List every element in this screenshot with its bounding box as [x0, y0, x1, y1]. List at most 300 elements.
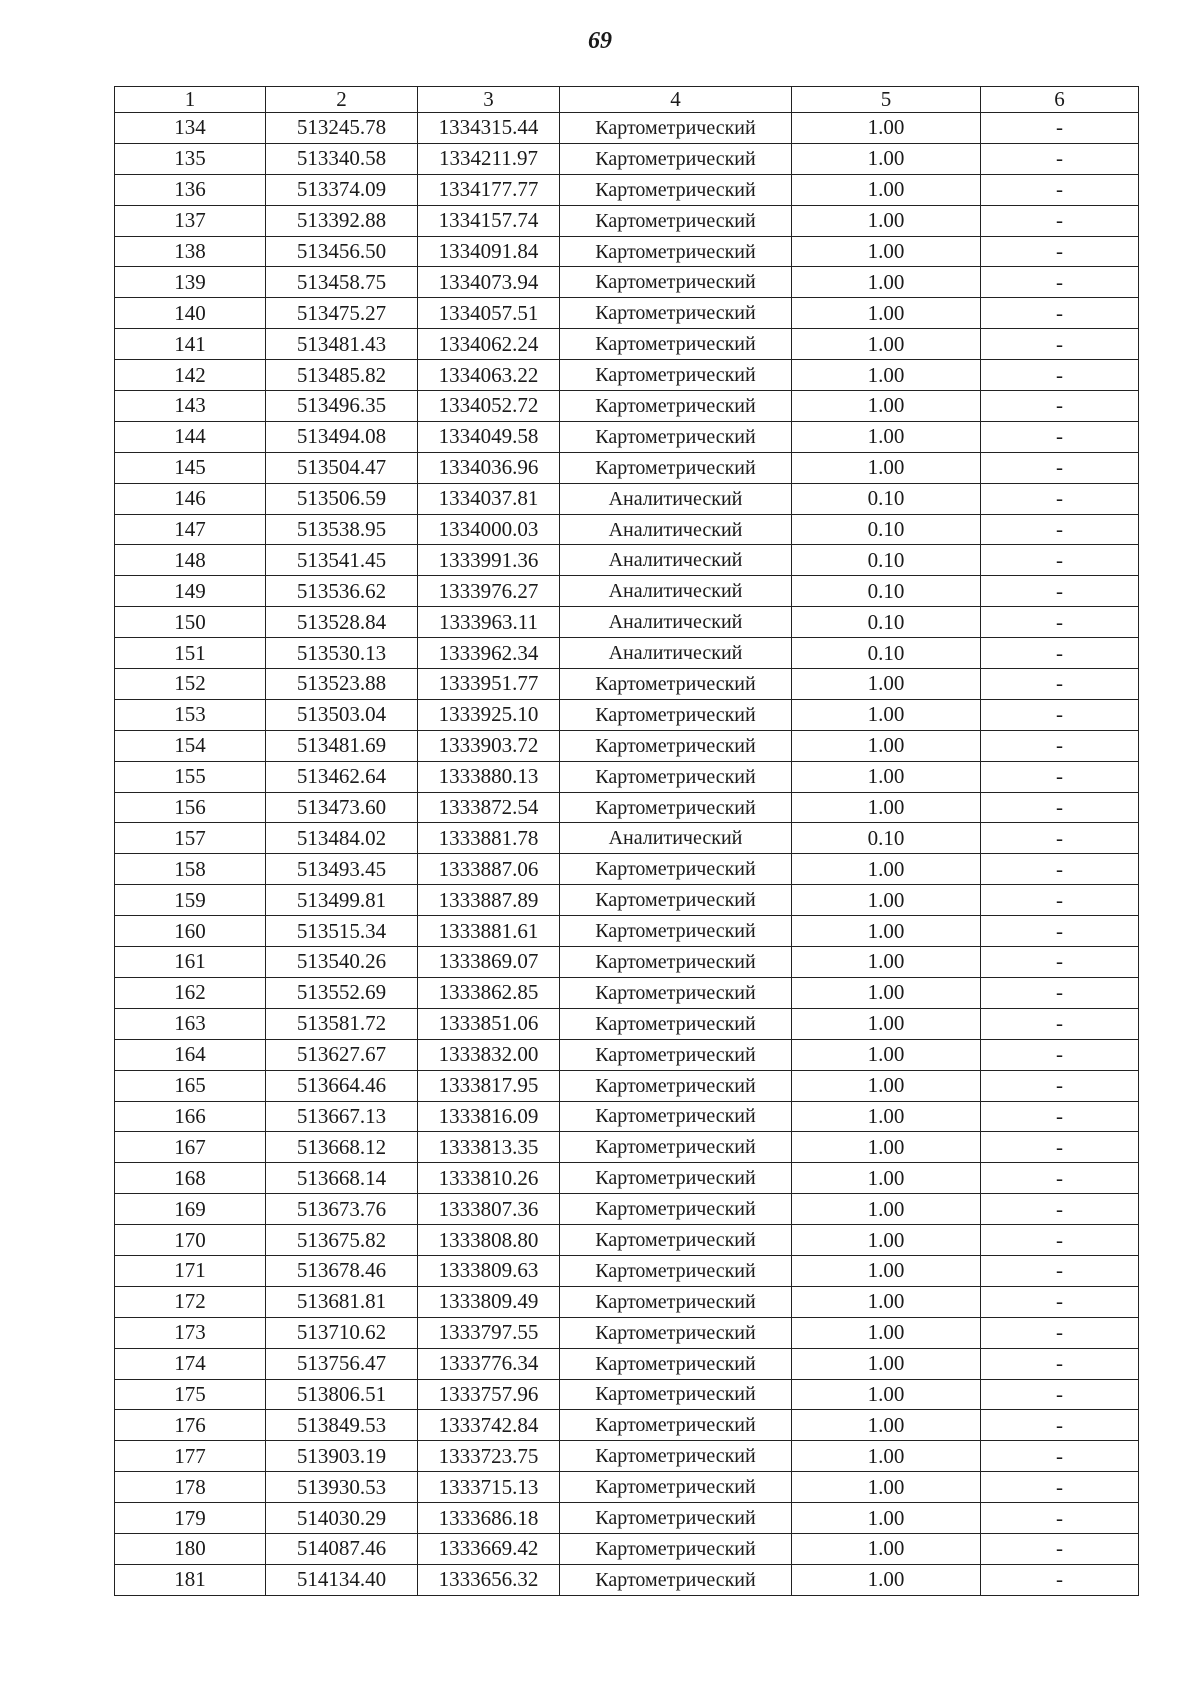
point-number-cell: 164	[115, 1039, 266, 1070]
x-coordinate-cell: 513392.88	[266, 205, 418, 236]
description-cell: -	[981, 205, 1139, 236]
description-cell: -	[981, 1101, 1139, 1132]
description-cell: -	[981, 699, 1139, 730]
accuracy-cell: 1.00	[792, 1255, 981, 1286]
method-cell: Картометрический	[560, 761, 792, 792]
x-coordinate-cell: 513536.62	[266, 576, 418, 607]
point-number-cell: 151	[115, 638, 266, 669]
accuracy-cell: 0.10	[792, 823, 981, 854]
description-cell: -	[981, 113, 1139, 144]
y-coordinate-cell: 1333851.06	[418, 1008, 560, 1039]
x-coordinate-cell: 513473.60	[266, 792, 418, 823]
accuracy-cell: 1.00	[792, 1503, 981, 1534]
description-cell: -	[981, 916, 1139, 947]
x-coordinate-cell: 513673.76	[266, 1194, 418, 1225]
table-row	[115, 1286, 1139, 1317]
y-coordinate-cell: 1333962.34	[418, 638, 560, 669]
accuracy-cell: 1.00	[792, 236, 981, 267]
accuracy-cell: 1.00	[792, 1101, 981, 1132]
table-row	[115, 607, 1139, 638]
method-cell: Картометрический	[560, 916, 792, 947]
column-header-5: 5	[792, 87, 981, 113]
method-cell: Картометрический	[560, 1132, 792, 1163]
y-coordinate-cell: 1333686.18	[418, 1503, 560, 1534]
description-cell: -	[981, 545, 1139, 576]
x-coordinate-cell: 513506.59	[266, 483, 418, 514]
column-header-6: 6	[981, 87, 1139, 113]
method-cell: Картометрический	[560, 236, 792, 267]
x-coordinate-cell: 514134.40	[266, 1564, 418, 1595]
x-coordinate-cell: 513462.64	[266, 761, 418, 792]
x-coordinate-cell: 513494.08	[266, 421, 418, 452]
y-coordinate-cell: 1333808.80	[418, 1225, 560, 1256]
point-number-cell: 141	[115, 329, 266, 360]
table-row	[115, 823, 1139, 854]
description-cell: -	[981, 854, 1139, 885]
method-cell: Картометрический	[560, 1070, 792, 1101]
method-cell: Картометрический	[560, 1008, 792, 1039]
description-cell: -	[981, 483, 1139, 514]
point-number-cell: 175	[115, 1379, 266, 1410]
accuracy-cell: 1.00	[792, 1472, 981, 1503]
y-coordinate-cell: 1333656.32	[418, 1564, 560, 1595]
x-coordinate-cell: 513541.45	[266, 545, 418, 576]
method-cell: Картометрический	[560, 792, 792, 823]
method-cell: Аналитический	[560, 607, 792, 638]
accuracy-cell: 1.00	[792, 452, 981, 483]
table-row	[115, 329, 1139, 360]
method-cell: Картометрический	[560, 1039, 792, 1070]
x-coordinate-cell: 513930.53	[266, 1472, 418, 1503]
description-cell: -	[981, 1441, 1139, 1472]
table-row	[115, 1039, 1139, 1070]
method-cell: Картометрический	[560, 360, 792, 391]
x-coordinate-cell: 513806.51	[266, 1379, 418, 1410]
point-number-cell: 148	[115, 545, 266, 576]
accuracy-cell: 1.00	[792, 113, 981, 144]
x-coordinate-cell: 513493.45	[266, 854, 418, 885]
table-row	[115, 1379, 1139, 1410]
y-coordinate-cell: 1334073.94	[418, 267, 560, 298]
table-row	[115, 792, 1139, 823]
y-coordinate-cell: 1334177.77	[418, 174, 560, 205]
table-row	[115, 699, 1139, 730]
accuracy-cell: 1.00	[792, 977, 981, 1008]
method-cell: Аналитический	[560, 638, 792, 669]
y-coordinate-cell: 1334049.58	[418, 421, 560, 452]
description-cell: -	[981, 1472, 1139, 1503]
point-number-cell: 136	[115, 174, 266, 205]
accuracy-cell: 1.00	[792, 1410, 981, 1441]
description-cell: -	[981, 452, 1139, 483]
method-cell: Картометрический	[560, 391, 792, 422]
y-coordinate-cell: 1333723.75	[418, 1441, 560, 1472]
point-number-cell: 143	[115, 391, 266, 422]
x-coordinate-cell: 513540.26	[266, 947, 418, 978]
point-number-cell: 160	[115, 916, 266, 947]
y-coordinate-cell: 1333976.27	[418, 576, 560, 607]
table-row	[115, 545, 1139, 576]
method-cell: Картометрический	[560, 113, 792, 144]
page-number: 69	[588, 28, 612, 54]
point-number-cell: 156	[115, 792, 266, 823]
point-number-cell: 149	[115, 576, 266, 607]
y-coordinate-cell: 1334036.96	[418, 452, 560, 483]
description-cell: -	[981, 977, 1139, 1008]
table-row	[115, 421, 1139, 452]
description-cell: -	[981, 1286, 1139, 1317]
method-cell: Аналитический	[560, 483, 792, 514]
x-coordinate-cell: 513458.75	[266, 267, 418, 298]
coordinates-table	[114, 86, 1139, 1596]
method-cell: Картометрический	[560, 143, 792, 174]
method-cell: Картометрический	[560, 298, 792, 329]
table-header	[115, 87, 1139, 113]
accuracy-cell: 1.00	[792, 1317, 981, 1348]
y-coordinate-cell: 1333742.84	[418, 1410, 560, 1441]
x-coordinate-cell: 513523.88	[266, 669, 418, 700]
method-cell: Картометрический	[560, 1286, 792, 1317]
column-header-3: 3	[418, 87, 560, 113]
point-number-cell: 150	[115, 607, 266, 638]
accuracy-cell: 1.00	[792, 1008, 981, 1039]
table-row	[115, 143, 1139, 174]
description-cell: -	[981, 329, 1139, 360]
method-cell: Картометрический	[560, 1194, 792, 1225]
method-cell: Аналитический	[560, 823, 792, 854]
x-coordinate-cell: 513374.09	[266, 174, 418, 205]
point-number-cell: 171	[115, 1255, 266, 1286]
y-coordinate-cell: 1333809.49	[418, 1286, 560, 1317]
point-number-cell: 163	[115, 1008, 266, 1039]
description-cell: -	[981, 143, 1139, 174]
x-coordinate-cell: 513496.35	[266, 391, 418, 422]
x-coordinate-cell: 513503.04	[266, 699, 418, 730]
accuracy-cell: 1.00	[792, 916, 981, 947]
point-number-cell: 145	[115, 452, 266, 483]
method-cell: Картометрический	[560, 1441, 792, 1472]
method-cell: Аналитический	[560, 576, 792, 607]
table-row	[115, 1132, 1139, 1163]
accuracy-cell: 1.00	[792, 143, 981, 174]
description-cell: -	[981, 1008, 1139, 1039]
method-cell: Картометрический	[560, 1379, 792, 1410]
point-number-cell: 176	[115, 1410, 266, 1441]
x-coordinate-cell: 513528.84	[266, 607, 418, 638]
description-cell: -	[981, 1163, 1139, 1194]
y-coordinate-cell: 1333881.78	[418, 823, 560, 854]
description-cell: -	[981, 1317, 1139, 1348]
accuracy-cell: 0.10	[792, 483, 981, 514]
point-number-cell: 165	[115, 1070, 266, 1101]
description-cell: -	[981, 1255, 1139, 1286]
point-number-cell: 135	[115, 143, 266, 174]
accuracy-cell: 1.00	[792, 761, 981, 792]
method-cell: Картометрический	[560, 421, 792, 452]
accuracy-cell: 1.00	[792, 885, 981, 916]
y-coordinate-cell: 1333797.55	[418, 1317, 560, 1348]
description-cell: -	[981, 1410, 1139, 1441]
table-row	[115, 854, 1139, 885]
point-number-cell: 159	[115, 885, 266, 916]
description-cell: -	[981, 1070, 1139, 1101]
y-coordinate-cell: 1333881.61	[418, 916, 560, 947]
description-cell: -	[981, 823, 1139, 854]
point-number-cell: 140	[115, 298, 266, 329]
method-cell: Картометрический	[560, 1564, 792, 1595]
accuracy-cell: 1.00	[792, 1070, 981, 1101]
description-cell: -	[981, 1225, 1139, 1256]
x-coordinate-cell: 513499.81	[266, 885, 418, 916]
accuracy-cell: 1.00	[792, 1039, 981, 1070]
method-cell: Картометрический	[560, 947, 792, 978]
y-coordinate-cell: 1334063.22	[418, 360, 560, 391]
method-cell: Картометрический	[560, 1410, 792, 1441]
table-row	[115, 1225, 1139, 1256]
point-number-cell: 161	[115, 947, 266, 978]
point-number-cell: 147	[115, 514, 266, 545]
point-number-cell: 152	[115, 669, 266, 700]
point-number-cell: 157	[115, 823, 266, 854]
y-coordinate-cell: 1333991.36	[418, 545, 560, 576]
x-coordinate-cell: 513552.69	[266, 977, 418, 1008]
table-row	[115, 236, 1139, 267]
y-coordinate-cell: 1333810.26	[418, 1163, 560, 1194]
description-cell: -	[981, 761, 1139, 792]
y-coordinate-cell: 1333963.11	[418, 607, 560, 638]
method-cell: Картометрический	[560, 885, 792, 916]
point-number-cell: 180	[115, 1533, 266, 1564]
point-number-cell: 177	[115, 1441, 266, 1472]
y-coordinate-cell: 1334157.74	[418, 205, 560, 236]
x-coordinate-cell: 514030.29	[266, 1503, 418, 1534]
description-cell: -	[981, 174, 1139, 205]
accuracy-cell: 1.00	[792, 699, 981, 730]
accuracy-cell: 1.00	[792, 360, 981, 391]
table-row	[115, 885, 1139, 916]
accuracy-cell: 1.00	[792, 205, 981, 236]
y-coordinate-cell: 1333862.85	[418, 977, 560, 1008]
table-row	[115, 1503, 1139, 1534]
x-coordinate-cell: 513710.62	[266, 1317, 418, 1348]
point-number-cell: 169	[115, 1194, 266, 1225]
method-cell: Аналитический	[560, 545, 792, 576]
description-cell: -	[981, 267, 1139, 298]
point-number-cell: 170	[115, 1225, 266, 1256]
y-coordinate-cell: 1334052.72	[418, 391, 560, 422]
table-row	[115, 113, 1139, 144]
y-coordinate-cell: 1333903.72	[418, 730, 560, 761]
accuracy-cell: 1.00	[792, 947, 981, 978]
y-coordinate-cell: 1334091.84	[418, 236, 560, 267]
table-row	[115, 360, 1139, 391]
y-coordinate-cell: 1334000.03	[418, 514, 560, 545]
description-cell: -	[981, 1379, 1139, 1410]
accuracy-cell: 1.00	[792, 1441, 981, 1472]
y-coordinate-cell: 1333832.00	[418, 1039, 560, 1070]
point-number-cell: 166	[115, 1101, 266, 1132]
table-row	[115, 1564, 1139, 1595]
table-row	[115, 1255, 1139, 1286]
accuracy-cell: 0.10	[792, 607, 981, 638]
y-coordinate-cell: 1333669.42	[418, 1533, 560, 1564]
point-number-cell: 181	[115, 1564, 266, 1595]
x-coordinate-cell: 513340.58	[266, 143, 418, 174]
method-cell: Картометрический	[560, 669, 792, 700]
description-cell: -	[981, 421, 1139, 452]
x-coordinate-cell: 513245.78	[266, 113, 418, 144]
y-coordinate-cell: 1334315.44	[418, 113, 560, 144]
description-cell: -	[981, 885, 1139, 916]
table-row	[115, 1317, 1139, 1348]
table-row	[115, 730, 1139, 761]
header-row	[115, 87, 1139, 113]
accuracy-cell: 1.00	[792, 329, 981, 360]
table-row	[115, 576, 1139, 607]
accuracy-cell: 1.00	[792, 391, 981, 422]
table-row	[115, 514, 1139, 545]
x-coordinate-cell: 513456.50	[266, 236, 418, 267]
accuracy-cell: 1.00	[792, 1564, 981, 1595]
y-coordinate-cell: 1333887.89	[418, 885, 560, 916]
table-row	[115, 916, 1139, 947]
accuracy-cell: 1.00	[792, 854, 981, 885]
x-coordinate-cell: 513664.46	[266, 1070, 418, 1101]
y-coordinate-cell: 1333951.77	[418, 669, 560, 700]
description-cell: -	[981, 236, 1139, 267]
point-number-cell: 162	[115, 977, 266, 1008]
x-coordinate-cell: 513475.27	[266, 298, 418, 329]
table-row	[115, 1163, 1139, 1194]
method-cell: Картометрический	[560, 1533, 792, 1564]
point-number-cell: 167	[115, 1132, 266, 1163]
table-row	[115, 1533, 1139, 1564]
table-row	[115, 1101, 1139, 1132]
method-cell: Картометрический	[560, 1503, 792, 1534]
x-coordinate-cell: 513485.82	[266, 360, 418, 391]
description-cell: -	[981, 1564, 1139, 1595]
method-cell: Картометрический	[560, 1101, 792, 1132]
y-coordinate-cell: 1333817.95	[418, 1070, 560, 1101]
y-coordinate-cell: 1333776.34	[418, 1348, 560, 1379]
description-cell: -	[981, 1348, 1139, 1379]
method-cell: Картометрический	[560, 174, 792, 205]
x-coordinate-cell: 513681.81	[266, 1286, 418, 1317]
x-coordinate-cell: 513481.69	[266, 730, 418, 761]
accuracy-cell: 1.00	[792, 174, 981, 205]
x-coordinate-cell: 513627.67	[266, 1039, 418, 1070]
description-cell: -	[981, 947, 1139, 978]
x-coordinate-cell: 513481.43	[266, 329, 418, 360]
description-cell: -	[981, 514, 1139, 545]
method-cell: Картометрический	[560, 730, 792, 761]
point-number-cell: 178	[115, 1472, 266, 1503]
table-row	[115, 1472, 1139, 1503]
table-row	[115, 267, 1139, 298]
table-row	[115, 174, 1139, 205]
accuracy-cell: 1.00	[792, 669, 981, 700]
table-row	[115, 977, 1139, 1008]
point-number-cell: 168	[115, 1163, 266, 1194]
point-number-cell: 173	[115, 1317, 266, 1348]
point-number-cell: 144	[115, 421, 266, 452]
y-coordinate-cell: 1334057.51	[418, 298, 560, 329]
table-row	[115, 1441, 1139, 1472]
x-coordinate-cell: 513581.72	[266, 1008, 418, 1039]
description-cell: -	[981, 638, 1139, 669]
y-coordinate-cell: 1333869.07	[418, 947, 560, 978]
x-coordinate-cell: 513668.12	[266, 1132, 418, 1163]
method-cell: Картометрический	[560, 1348, 792, 1379]
table-row	[115, 1410, 1139, 1441]
y-coordinate-cell: 1333872.54	[418, 792, 560, 823]
y-coordinate-cell: 1334062.24	[418, 329, 560, 360]
table-row	[115, 1070, 1139, 1101]
table-row	[115, 298, 1139, 329]
accuracy-cell: 0.10	[792, 545, 981, 576]
table-body	[115, 113, 1139, 1596]
method-cell: Картометрический	[560, 1472, 792, 1503]
x-coordinate-cell: 513504.47	[266, 452, 418, 483]
description-cell: -	[981, 1132, 1139, 1163]
accuracy-cell: 1.00	[792, 730, 981, 761]
method-cell: Картометрический	[560, 452, 792, 483]
point-number-cell: 155	[115, 761, 266, 792]
y-coordinate-cell: 1333925.10	[418, 699, 560, 730]
accuracy-cell: 1.00	[792, 421, 981, 452]
description-cell: -	[981, 298, 1139, 329]
y-coordinate-cell: 1333813.35	[418, 1132, 560, 1163]
y-coordinate-cell: 1333816.09	[418, 1101, 560, 1132]
point-number-cell: 158	[115, 854, 266, 885]
x-coordinate-cell: 513678.46	[266, 1255, 418, 1286]
point-number-cell: 153	[115, 699, 266, 730]
x-coordinate-cell: 513530.13	[266, 638, 418, 669]
y-coordinate-cell: 1334211.97	[418, 143, 560, 174]
accuracy-cell: 1.00	[792, 267, 981, 298]
table-row	[115, 1194, 1139, 1225]
table-row	[115, 1008, 1139, 1039]
x-coordinate-cell: 513849.53	[266, 1410, 418, 1441]
x-coordinate-cell: 513756.47	[266, 1348, 418, 1379]
description-cell: -	[981, 607, 1139, 638]
y-coordinate-cell: 1333809.63	[418, 1255, 560, 1286]
description-cell: -	[981, 576, 1139, 607]
point-number-cell: 138	[115, 236, 266, 267]
y-coordinate-cell: 1333715.13	[418, 1472, 560, 1503]
table-row	[115, 1348, 1139, 1379]
table-row	[115, 391, 1139, 422]
method-cell: Аналитический	[560, 514, 792, 545]
description-cell: -	[981, 669, 1139, 700]
point-number-cell: 174	[115, 1348, 266, 1379]
description-cell: -	[981, 1039, 1139, 1070]
method-cell: Картометрический	[560, 854, 792, 885]
x-coordinate-cell: 513515.34	[266, 916, 418, 947]
point-number-cell: 154	[115, 730, 266, 761]
column-header-2: 2	[266, 87, 418, 113]
method-cell: Картометрический	[560, 329, 792, 360]
method-cell: Картометрический	[560, 1317, 792, 1348]
accuracy-cell: 0.10	[792, 638, 981, 669]
y-coordinate-cell: 1333887.06	[418, 854, 560, 885]
point-number-cell: 142	[115, 360, 266, 391]
x-coordinate-cell: 513675.82	[266, 1225, 418, 1256]
x-coordinate-cell: 513668.14	[266, 1163, 418, 1194]
accuracy-cell: 1.00	[792, 1194, 981, 1225]
y-coordinate-cell: 1333880.13	[418, 761, 560, 792]
x-coordinate-cell: 513903.19	[266, 1441, 418, 1472]
